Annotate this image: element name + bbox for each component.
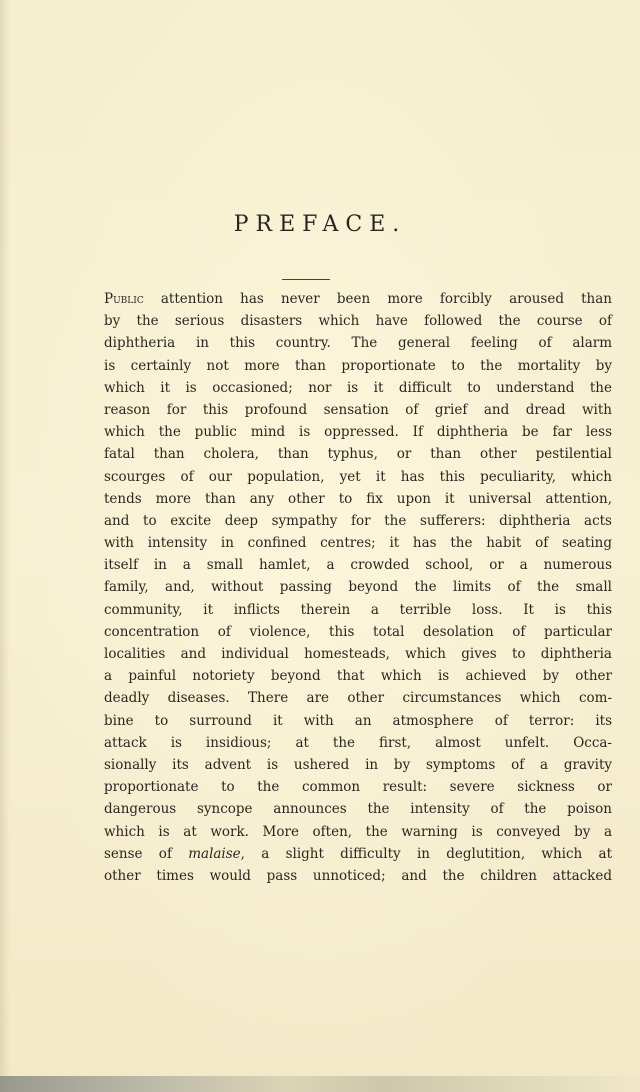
text-line: tends more than any other to fix upon it universal attention, [104,490,612,507]
text-line: which it is occasioned; nor is it difficult to understand the [104,379,612,396]
text-line: diphtheria in this country. The general feeling of alarm [104,335,612,352]
text-line: community, it inflicts therein a terrible loss. It is this [104,601,612,618]
text-line: Public attention has never been more forcibly aroused than [104,291,612,307]
text-line: deadly diseases. There are other circumstances which com- [104,690,612,707]
page-bottom-edge [0,1076,640,1092]
text-line: concentration of violence, this total desolation of particular [104,623,612,640]
text-line: and to excite deep sympathy for the sufferers: diphtheria acts [104,512,612,529]
text-line: attack is insidious; at the first, almost unfelt. Occa- [104,734,612,751]
text-line: which is at work. More often, the warning is conveyed by a [104,823,612,840]
text-line: dangerous syncope announces the intensity of the poison [104,801,612,818]
text-line: is certainly not more than proportionate to the mortality by [104,357,612,374]
text-line: other times would pass unnoticed; and the children attacked [104,867,612,884]
text-line: sense of malaise, a slight difficulty in deglutition, which at [104,845,612,862]
text-line: by the serious disasters which have followed the course of [104,313,612,330]
title-divider [282,279,330,280]
text-line: fatal than cholera, than typhus, or than other pestilential [104,446,612,463]
text-line: proportionate to the common result: severe sickness or [104,779,612,796]
text-line: sionally its advent is ushered in by symptoms of a gravity [104,756,612,773]
text-line: a painful notoriety beyond that which is achieved by other [104,668,612,685]
text-line: reason for this profound sensation of grief and dread with [104,401,612,418]
page-left-edge-shadow [0,0,10,1092]
text-line: which the public mind is oppressed. If diphtheria be far less [104,424,612,441]
text-line: family, and, without passing beyond the limits of the small [104,579,612,596]
page-title: PREFACE. [233,212,407,237]
text-line: scourges of our population, yet it has this peculiarity, which [104,468,612,485]
text-line: itself in a small hamlet, a crowded school, or a numerous [104,557,612,574]
preface-body [104,288,612,887]
text-line: bine to surround it with an atmosphere of terror: its [104,712,612,729]
text-line: with intensity in confined centres; it has the habit of seating [104,535,612,552]
text-line: localities and individual homesteads, which gives to diphtheria [104,646,612,662]
